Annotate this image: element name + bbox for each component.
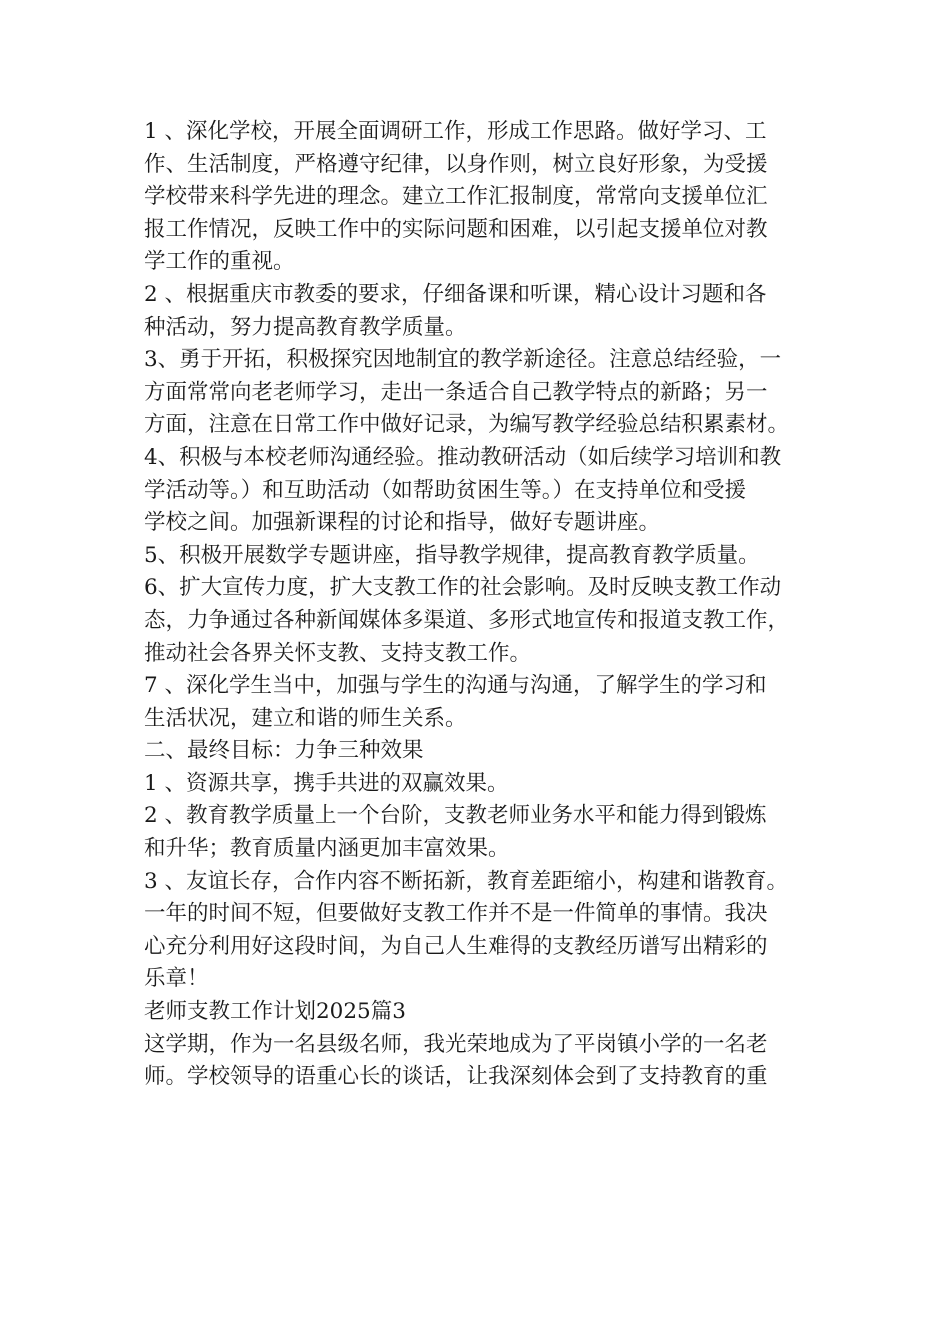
text-line: 学工作的重视。 <box>144 249 295 275</box>
text-line: 报工作情况，反映工作中的实际问题和困难，以引起支援单位对教 <box>144 216 768 242</box>
text-line: 7 、深化学生当中，加强与学生的沟通与沟通，了解学生的学习和 <box>144 673 767 699</box>
text-line: 种活动，努力提高教育教学质量。 <box>144 314 467 340</box>
text-line: 一年的时间不短，但要做好支教工作并不是一件简单的事情。我决 <box>144 901 768 927</box>
text-line: 和升华；教育质量内涵更加丰富效果。 <box>144 836 510 862</box>
text-line: 方面常常向老老师学习，走出一条适合自己教学特点的新路；另一 <box>144 379 768 405</box>
text-line: 1 、资源共享，携手共进的双赢效果。 <box>144 770 509 796</box>
text-line: 学校带来科学先进的理念。建立工作汇报制度，常常向支援单位汇 <box>144 184 768 210</box>
text-line: 1 、深化学校，开展全面调研工作，形成工作思路。做好学习、工 <box>144 119 767 144</box>
text-line: 6、扩大宣传力度，扩大支教工作的社会影响。及时反映支教工作动 <box>144 575 782 601</box>
text-line: 推动社会各界关怀支教、支持支教工作。 <box>144 640 532 666</box>
text-line: 这学期，作为一名县级名师，我光荣地成为了平岗镇小学的一名老 <box>144 1031 768 1057</box>
text-line: 乐章！ <box>144 966 209 992</box>
text-line: 方面，注意在日常工作中做好记录，为编写教学经验总结积累素材。 <box>144 412 790 438</box>
text-line: 4、积极与本校老师沟通经验。推动教研活动（如后续学习培训和教 <box>144 444 782 470</box>
text-line: 生活状况，建立和谐的师生关系。 <box>144 705 467 731</box>
text-line: 2 、根据重庆市教委的要求，仔细备课和听课，精心设计习题和各 <box>144 281 767 307</box>
text-line: 师。学校领导的语重心长的谈话，让我深刻体会到了支持教育的重 <box>144 1064 768 1090</box>
text-line: 学校之间。加强新课程的讨论和指导，做好专题讲座。 <box>144 510 661 536</box>
section-heading: 二、最终目标：力争三种效果 <box>144 738 424 764</box>
text-line: 5、积极开展数学专题讲座，指导教学规律，提高教育教学质量。 <box>144 542 760 568</box>
article-title: 老师支教工作计划2025篇3 <box>144 999 406 1025</box>
text-line: 心充分利用好这段时间，为自己人生难得的支教经历谱写出精彩的 <box>144 933 768 959</box>
text-line: 2 、教育教学质量上一个台阶，支教老师业务水平和能力得到锻炼 <box>144 803 767 829</box>
text-line: 3 、友谊长存，合作内容不断拓新，教育差距缩小，构建和谐教育。 <box>144 868 789 894</box>
text-line: 态，力争通过各种新闻媒体多渠道、多形式地宣传和报道支教工作， <box>144 607 790 633</box>
text-line: 学活动等。）和互助活动（如帮助贫困生等。）在支持单位和受援 <box>144 477 747 503</box>
text-line: 作、生活制度，严格遵守纪律，以身作则，树立良好形象，为受援 <box>144 151 768 177</box>
text-line: 3、勇于开拓，积极探究因地制宜的教学新途径。注意总结经验，一 <box>144 347 782 373</box>
document-body <box>144 116 824 1094</box>
